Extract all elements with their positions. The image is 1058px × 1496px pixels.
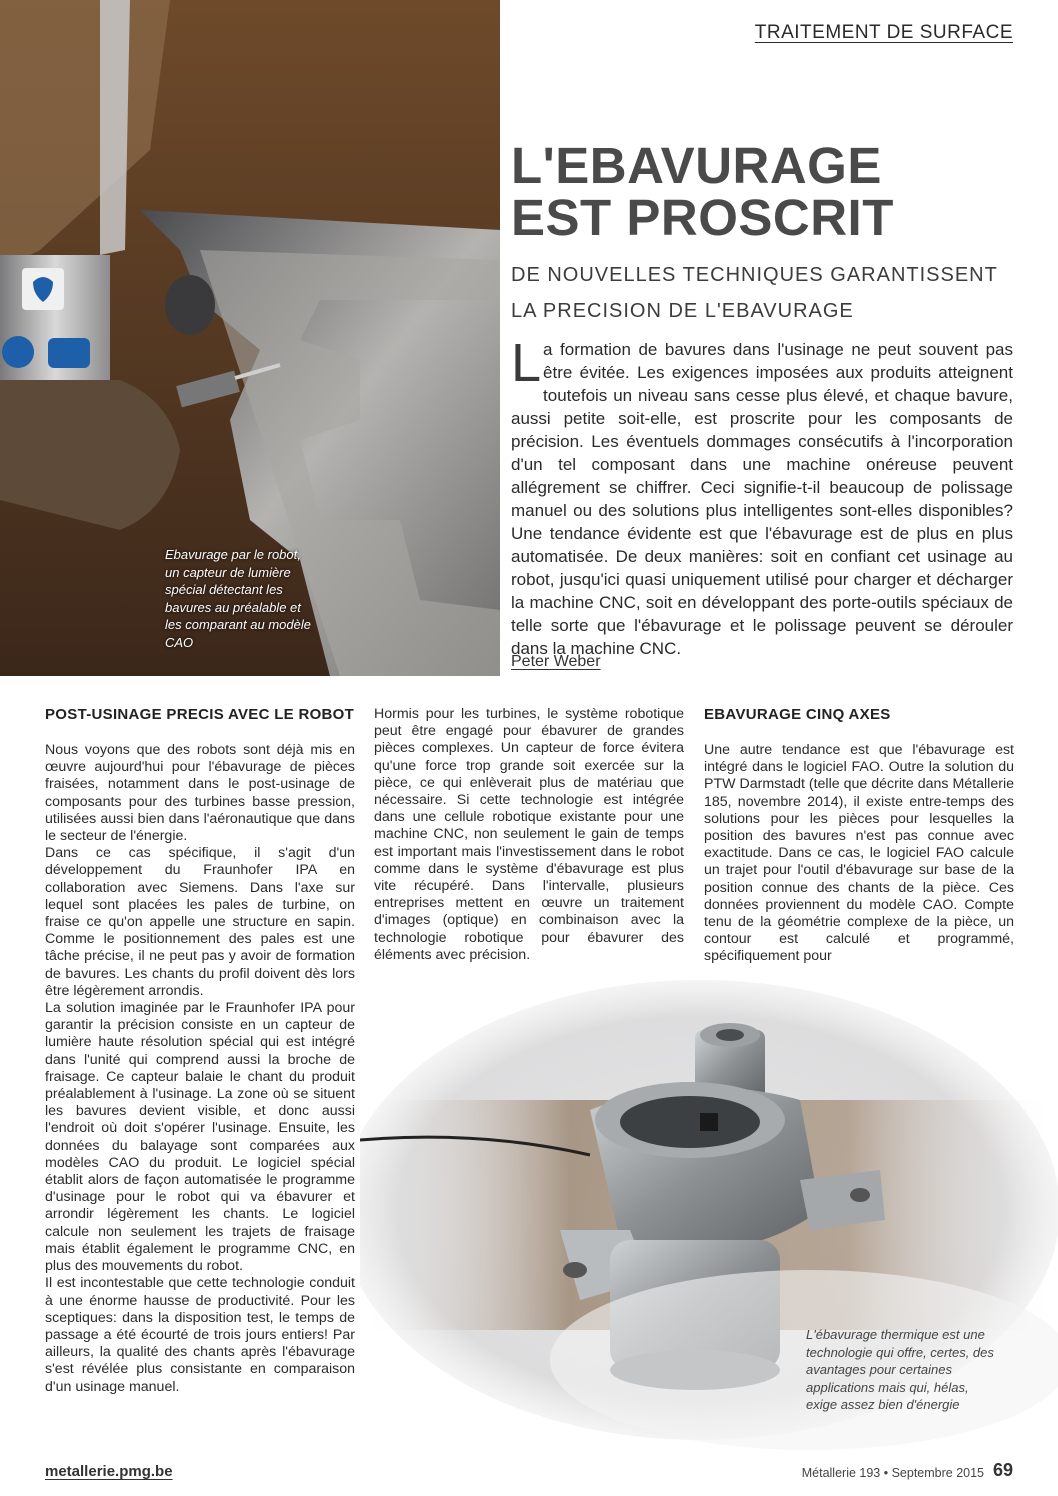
column-1-paragraph: Nous voyons que des robots sont déjà mis en œuvre aujourd'hui pour l'ébavurage de pièces fraisées, notamment dans le post-usinage de composants pour des turbines basse pression, utilisées aussi bien dans l'aéronautique que dans le secteur de l'énergie. (45, 742, 355, 845)
column-1-paragraph: La solution imaginée par le Fraunhofer IPA pour garantir la précision consiste en un capteur de lumière haute résolution spécial qui est intégré dans l'unité qui comprend aussi la broche de fraisage. Ce capteur balaie le chant du produit préalablement à l'usinage. La zone où se situent les bavures devient visible, et donc aussi l'endroit où doit s'opérer l'usinage. Ensuite, les données du balayage sont comparées aux modèles CAO du produit. Le logiciel spécial établit alors de façon automatisée le programme d'usinage pour le robot qui va ébavurer et arrondir légèrement les chants. Le logiciel calcule non seulement les trajets de fraisage mais établit également le programme CNC, en plus des mouvements du robot. (45, 1000, 355, 1275)
lead-paragraph (511, 333, 1013, 660)
title-line-1: L'EBAVURAGE (511, 137, 882, 194)
column-3 (704, 706, 1014, 966)
bottom-image-caption: L'ébavurage thermique est une technologie qui offre, certes, des avantages pour certaines applications mais qui, hélas, exige assez bien d'énergie (806, 1327, 994, 1412)
column-2 (374, 706, 684, 964)
subtitle-line-1: DE NOUVELLES TECHNIQUES GARANTISSENT (511, 264, 998, 286)
hero-photo-robot-deburring (0, 0, 500, 676)
column-3-heading: EBAVURAGE CINQ AXES (704, 706, 891, 723)
section-tag: TRAITEMENT DE SURFACE (754, 22, 1013, 43)
footer-issue: Métallerie 193 • Septembre 2015 (801, 1466, 984, 1480)
article-title (511, 137, 894, 246)
page-number: 69 (992, 1460, 1013, 1480)
column-1 (45, 706, 355, 1396)
hero-caption: Ebavurage par le robot, un capteur de lumière spécial détectant les bavures au préalable et les comparant au modèle CAO (165, 547, 311, 650)
subtitle-line-2: LA PRECISION DE L'EBAVURAGE (511, 300, 854, 322)
author-link[interactable]: Peter Weber (511, 653, 601, 670)
column-3-paragraph: Une autre tendance est que l'ébavurage est intégré dans le logiciel FAO. Outre la solution du PTW Darmstadt (telle que décrite dans Métallerie 185, novembre 2014), il existe entre-temps des solutions pour les pièces pour lesquelles la position des bavures n'est pas connue avec exactitude. Dans ce cas, le logiciel FAO calcule un trajet pour l'outil d'ébavurage sur base de la position connue des chants de la pièce. Ces données proviennent du modèle CAO. Compte tenu de la géométrie complexe de la pièce, un contour est calculé et programmé, spécifiquement pour (704, 742, 1014, 965)
drop-cap: L (511, 333, 542, 393)
column-1-paragraph: Il est incontestable que cette technologie conduit à une énorme hausse de productivité. Pour les sceptiques: dans la disposition test, le temps de passage a été écourté de trois jours entiers! Par ailleurs, la qualité des chants après l'ébavurage s'est révélée plus consistante en comparaison d'un usinage manuel. (45, 1275, 355, 1395)
column-1-heading: POST-USINAGE PRECIS AVEC LE ROBOT (45, 706, 355, 723)
column-2-paragraph: Hormis pour les turbines, le système robotique peut être engagé pour ébavurer de grandes pièces complexes. Un capteur de force évitera qu'une force trop grande soit exercée sur la pièce, ce qui enlèverait plus de matériau que nécessaire. Si cette technologie est intégrée dans une cellule robotique existante pour une machine CNC, non seulement le gain de temps est important mais l'investissement dans le robot comme dans le système d'ébavurage est plus vite récupéré. Dans l'intervalle, plusieurs entreprises mettent en œuvre un traitement d'images (optique) en combinaison avec la technologie robotique pour ébavurer des éléments avec précision. (374, 706, 684, 963)
lead-text: a formation de bavures dans l'usinage ne peut souvent pas être évitée. Les exigences imposées aux produits atteignent toutefois un niveau sans cesse plus élevé, et chaque bavure, aussi petite soit-elle, est proscrite pour les composants de précision. Les éventuels dommages consécutifs à l'incorporation d'un tel composant dans une machine onéreuse peuvent allégrement se chiffrer. Ceci signifie-t-il beaucoup de polissage manuel ou des solutions plus intelligentes sont-elles disponibles? Une tendance évidente est que l'ébavurage est de plus en plus automatisée. De deux manières: soit en confiant cet usinage au robot, jusqu'ici quasi uniquement utilisé pour charger et décharger la machine CNC, soit en développant des porte-outils spéciaux de telle sorte que l'ébavurage et le polissage peuvent se dérouler dans la machine CNC. (511, 340, 1013, 658)
article-subtitle (511, 257, 998, 329)
footer-site-link[interactable]: metallerie.pmg.be (45, 1463, 173, 1480)
column-1-paragraph: Dans ce cas spécifique, il s'agit d'un développement du Fraunhofer IPA en collaboration avec Siemens. Dans l'axe sur lequel sont placées les pales de turbine, on fraise ce qu'on appelle une structure en sapin. Comme le positionnement des pales est une tâche précise, il ne peut pas y avoir de formation de bavures. Les chants du profil doivent dès lors être légèrement arrondis. (45, 845, 355, 999)
title-line-2: EST PROSCRIT (511, 189, 894, 246)
